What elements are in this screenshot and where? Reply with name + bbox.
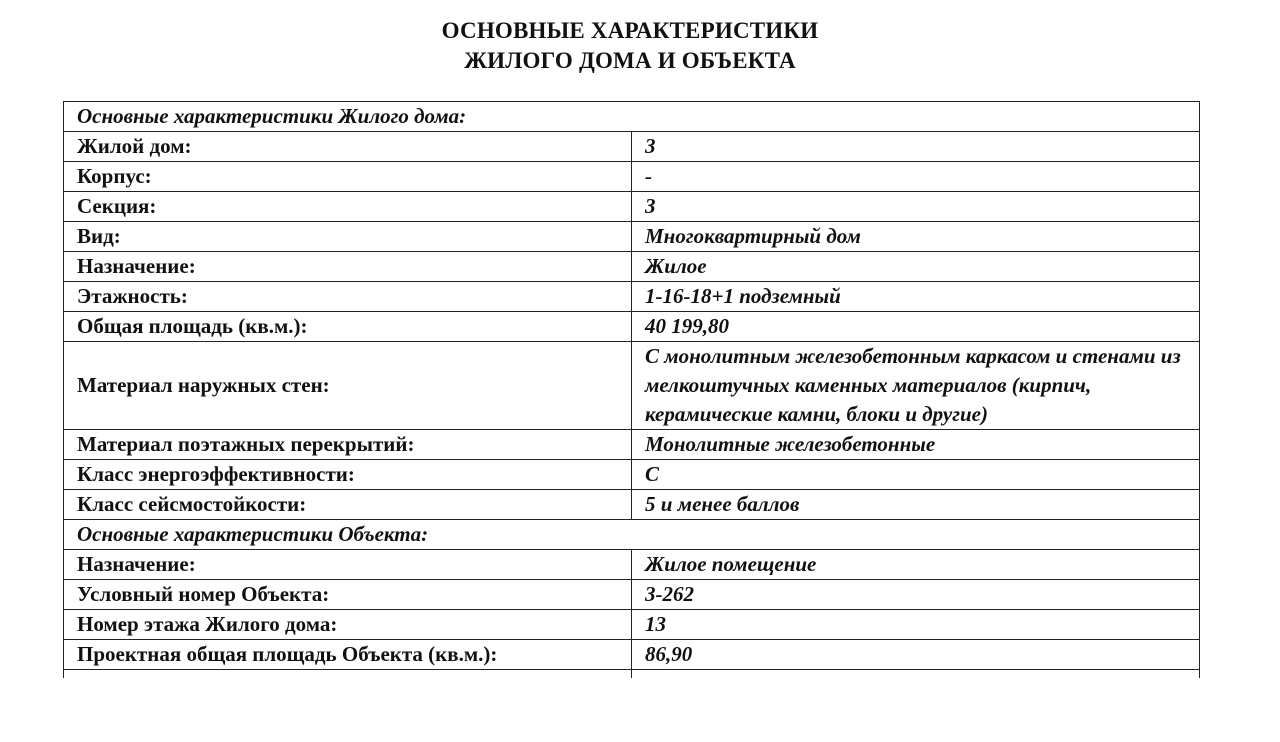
section-heading-object: Основные характеристики Объекта: [64, 520, 1200, 550]
table-row [64, 132, 1200, 162]
row-value: Монолитные железобетонные [632, 430, 1200, 460]
row-label: Условный номер Объекта: [64, 580, 632, 610]
table-row [64, 342, 1200, 430]
row-value: С монолитным железобетонным каркасом и стенами из мелкоштучных каменных материалов (кирпич, керамические камни, блоки и другие) [632, 342, 1200, 430]
table-row [64, 312, 1200, 342]
table-row [64, 490, 1200, 520]
row-label: Номер этажа Жилого дома: [64, 610, 632, 640]
row-label: Вид: [64, 222, 632, 252]
row-label: Этажность: [64, 282, 632, 312]
table-row [64, 640, 1200, 670]
row-value: 86,90 [632, 640, 1200, 670]
row-label-empty [64, 670, 632, 679]
document-title-line-2: ЖИЛОГО ДОМА И ОБЪЕКТА [464, 48, 796, 73]
row-value: 1-16-18+1 подземный [632, 282, 1200, 312]
row-label: Корпус: [64, 162, 632, 192]
row-value: 13 [632, 610, 1200, 640]
table-row [64, 550, 1200, 580]
characteristics-table [63, 101, 1200, 678]
row-label: Класс энергоэффективности: [64, 460, 632, 490]
row-value: С [632, 460, 1200, 490]
section-heading-building: Основные характеристики Жилого дома: [64, 102, 1200, 132]
row-label: Материал наружных стен: [64, 342, 632, 430]
table-row-cut-off [64, 670, 1200, 679]
row-value: Жилое помещение [632, 550, 1200, 580]
row-value: 40 199,80 [632, 312, 1200, 342]
row-label: Проектная общая площадь Объекта (кв.м.): [64, 640, 632, 670]
document-title-line-1: ОСНОВНЫЕ ХАРАКТЕРИСТИКИ [441, 18, 819, 43]
table-row [64, 222, 1200, 252]
row-value: 3 [632, 132, 1200, 162]
row-label: Материал поэтажных перекрытий: [64, 430, 632, 460]
section-header-row [64, 102, 1200, 132]
table-row [64, 610, 1200, 640]
row-label: Назначение: [64, 550, 632, 580]
row-value: Жилое [632, 252, 1200, 282]
row-label: Назначение: [64, 252, 632, 282]
table-row [64, 282, 1200, 312]
table-row [64, 252, 1200, 282]
table-row [64, 162, 1200, 192]
row-value: 3 [632, 192, 1200, 222]
table-row [64, 192, 1200, 222]
document-title [0, 16, 1260, 76]
row-label: Класс сейсмостойкости: [64, 490, 632, 520]
row-value: - [632, 162, 1200, 192]
row-label: Жилой дом: [64, 132, 632, 162]
table-row [64, 460, 1200, 490]
row-value: 3-262 [632, 580, 1200, 610]
row-value: 5 и менее баллов [632, 490, 1200, 520]
row-value-empty [632, 670, 1200, 679]
table-row [64, 580, 1200, 610]
row-label: Секция: [64, 192, 632, 222]
row-label: Общая площадь (кв.м.): [64, 312, 632, 342]
table-row [64, 430, 1200, 460]
section-header-row [64, 520, 1200, 550]
row-value: Многоквартирный дом [632, 222, 1200, 252]
